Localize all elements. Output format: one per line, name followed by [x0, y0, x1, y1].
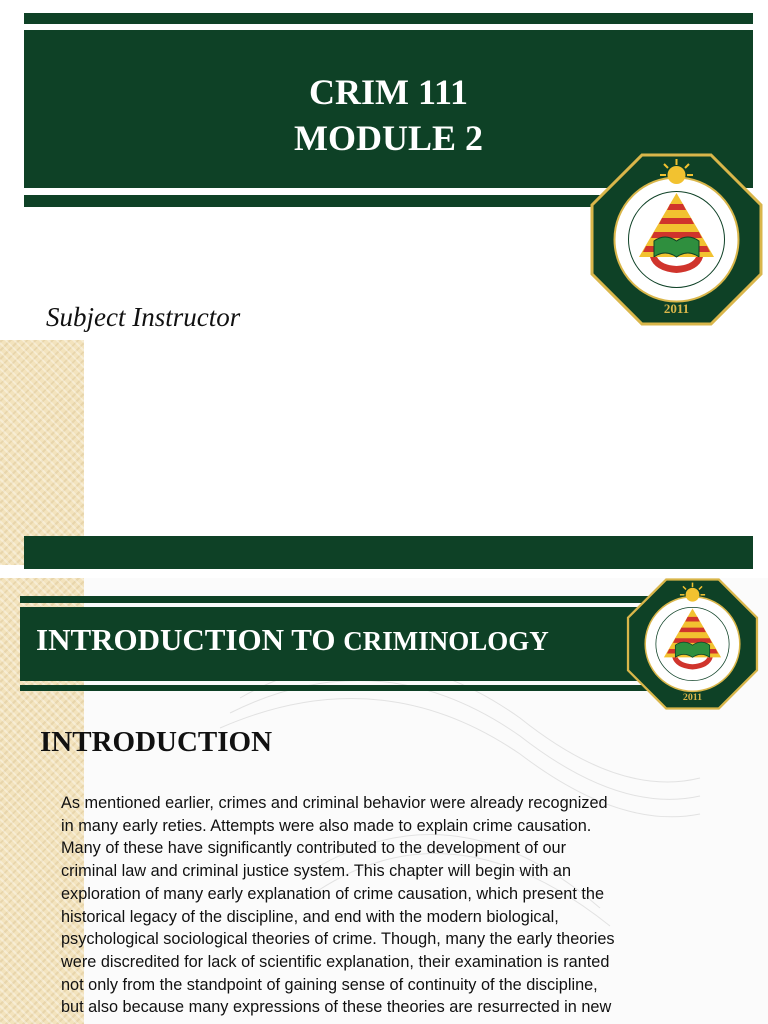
decorative-strip: [0, 340, 84, 565]
subject-instructor-label: Subject Instructor: [46, 302, 241, 332]
section-title: [36, 620, 549, 661]
intro-paragraph: [61, 792, 731, 1019]
paragraph-line: psychological sociological theories of crime. Though, many the early theories: [61, 930, 615, 949]
course-code: CRIM 111: [308, 72, 468, 112]
section-title-part1: INTRODUCTION TO: [36, 622, 336, 657]
svg-text:2011: 2011: [682, 692, 703, 704]
paragraph-line: historical legacy of the discipline, and end with the modern biological,: [61, 907, 559, 926]
paragraph-line: exploration of many early explanation of crime causation, which present the: [61, 884, 605, 903]
paragraph-line: were discredited for lack of scientific explanation, their examination is ranted: [61, 952, 610, 971]
paragraph-line: Many of these have significantly contributed to the development of our: [61, 839, 567, 858]
module-title: MODULE 2: [294, 118, 483, 158]
school-seal-logo: [624, 578, 761, 710]
paragraph-line: but also because many expressions of these theories are resurrected in new: [61, 998, 612, 1017]
paragraph-line: not only from the standpoint of gaining sense of continuity of the discipline,: [61, 975, 598, 994]
intro-heading: INTRODUCTION: [40, 726, 273, 758]
svg-text:2011: 2011: [663, 301, 690, 316]
paragraph-line: criminal law and criminal justice system. This chapter will begin with an: [61, 862, 572, 881]
top-green-bar-2: [24, 536, 753, 569]
paragraph-line: in many early reties. Attempts were also made to explain crime causation.: [61, 816, 592, 835]
top-green-bar: [24, 13, 753, 24]
school-seal-logo: [590, 153, 763, 326]
paragraph-line: As mentioned earlier, crimes and criminal behavior were already recognized: [61, 794, 608, 812]
section-title-part2: CRIMINOLOGY: [343, 626, 549, 656]
